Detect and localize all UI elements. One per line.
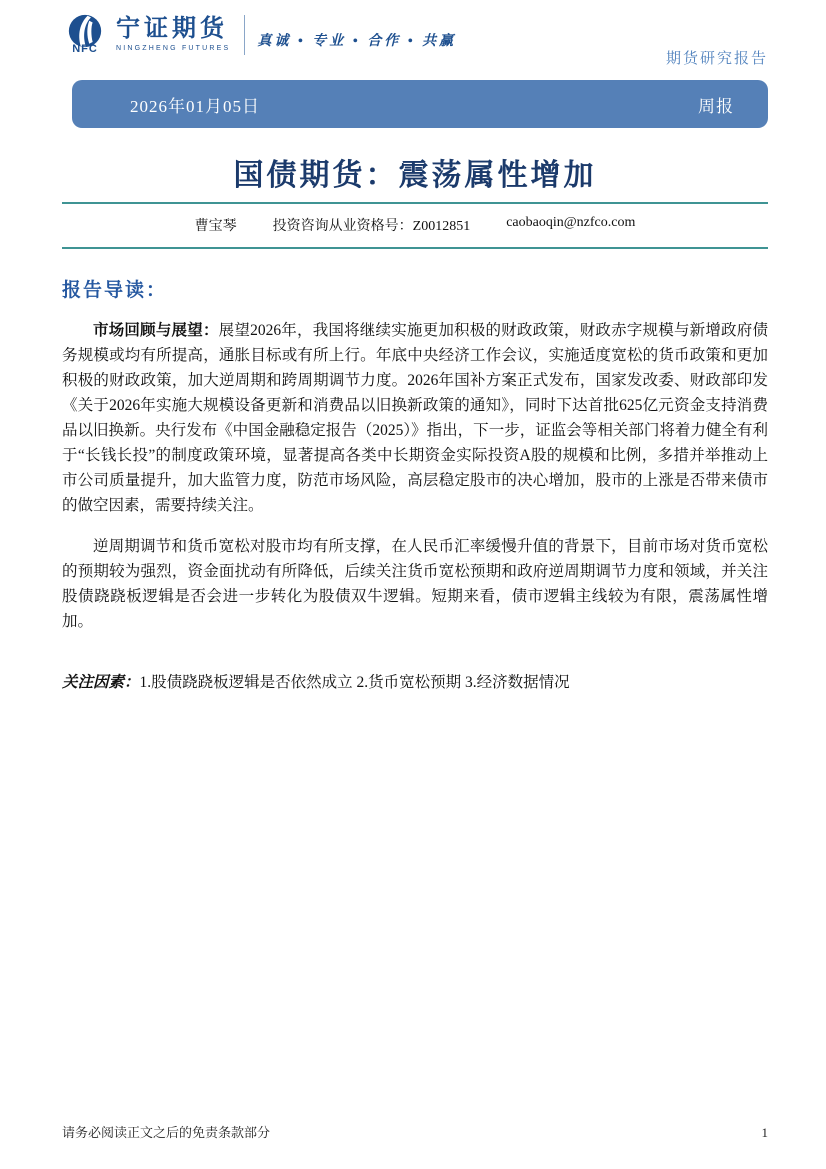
paragraph-text: 展望2026年，我国将继续实施更加积极的财政政策，财政赤字规模与新增政府债务规模或均有所提高，通胀目标或有所上行。年底中央经济工作会议，实施适度宽松的货币政策和更加积极的财政政策，加大逆周期和跨周期调节力度。2026年国补方案正式发布，国家发改委、财政部印发《关于2026年实施大规模设备更新和消费品以旧换新政策的通知》，同时下达首批625亿元资金支持消费品以旧换新。央行发布《中国金融稳定报告（2025）》指出，下一步，证监会等相关部门将着力健全有利于“长钱长投”的制度政策环境，显著提高各类中长期资金实际投资A股的规模和比例，多措并举推动上市公司质量提升，加大监管力度，防范市场风险，高层稳定股市的决心增加，股市的上涨是否带来债市的做空因素，需要持续关注。 (62, 322, 768, 514)
author-name: 曹宝琴 (194, 219, 237, 234)
brand-divider (244, 15, 245, 55)
disclaimer-note: 请务必阅读正文之后的免责条款部分 (62, 1125, 271, 1140)
report-date: 2026年01月05日 (130, 96, 260, 116)
focus-text: 1.股债跷跷板逻辑是否依然成立 2.货币宽松预期 3.经济数据情况 (139, 674, 570, 691)
report-frequency-badge: 周报 (698, 96, 734, 116)
summary-heading: 报告导读： (62, 280, 168, 301)
summary-paragraph (62, 318, 768, 518)
paragraph-lead: 市场回顾与展望： (93, 322, 219, 339)
paragraph-text: 逆周期调节和货币宽松对股市均有所支撑，在人民币汇率缓慢升值的背景下，目前市场对货币宽松的预期较为强烈，资金面扰动有所降低，后续关注货币宽松预期和政府逆周期调节力度和领域，并关注股债跷跷板逻辑是否会进一步转化为股债双牛逻辑。短期来看，债市逻辑主线较为有限，震荡属性增加。 (62, 538, 768, 630)
author-row (62, 204, 768, 247)
brand-block (62, 14, 456, 55)
brand-slogan: 真诚 • 专业 • 合作 • 共赢 (257, 33, 457, 49)
summary-paragraph (62, 534, 768, 634)
report-title: 国债期货：震荡属性增加 (233, 159, 597, 192)
report-type-label: 期货研究报告 (665, 51, 768, 67)
logo-abbr: NFC (72, 43, 98, 55)
date-banner (72, 80, 768, 128)
author-rule (62, 247, 768, 249)
page-footer (62, 1122, 768, 1141)
page-number: 1 (761, 1125, 768, 1140)
company-name-en: NINGZHENG FUTURES (116, 45, 231, 53)
author-email: caobaoqin@nzfco.com (506, 215, 636, 230)
focus-lead: 关注因素： (62, 674, 140, 691)
nfc-logo (62, 14, 108, 55)
company-name-cn: 宁证期货 (116, 15, 228, 42)
focus-factors (62, 670, 768, 695)
author-qualification: 投资咨询从业资格号：Z0012851 (272, 219, 471, 234)
logo-names (116, 17, 230, 52)
masthead (62, 14, 768, 72)
